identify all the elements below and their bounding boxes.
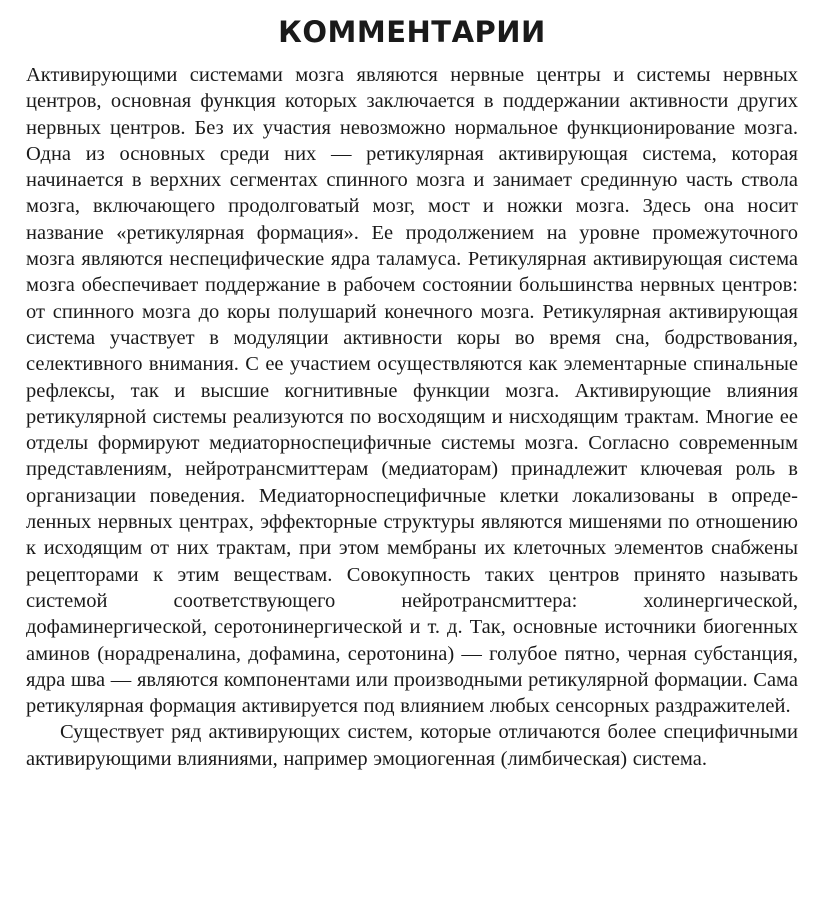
paragraph-1: Активирующими системами мозга являются нервные центры и системы нервных центров, основная функция которых заключается в поддержании активности других нервных центров. Без их участия невозможно нормальное функционирование мозга. Одна из основных среди них — ретикулярная активирующая система, которая начинается в верхних сегментах спинного мозга и занимает срединную часть ствола мозга, включающего продолговатый мозг, мост и ножки мозга. Здесь она носит название «ретикулярная формация». Ее продолжением на уровне промежуточного мозга являются неспецифические ядра таламуса. Ретикулярная активирующая система мозга обеспечивает поддержание в рабочем состоянии большинства нервных центров: от спинного мозга до коры полушарий конечного мозга. Ретикулярная активирующая система участвует в модуляции активности коры во время сна, бодрствования, селективного внимания. С ее участием осуществляются как элементарные спинальные рефлексы, так и высшие когнитивные функции мозга. Активирующие влияния ретикулярной системы реализуются по восходящим и нисходящим трактам. Многие ее отделы формируют медиаторноспецифичные системы мозга. Согласно современным представлениям, нейротрансмиттерам (медиаторам) принадлежит ключевая роль в организации поведения. Медиаторноспецифичные клетки локализованы в определенных нервных центрах, эффекторные структуры являются мишенями по отношению к исходящим от них трактам, при этом мембраны их клеточных элементов снабжены рецепторами к этим веществам. Совокупность таких центров принято называть системой соответствующего нейротрансмиттера: холинергической, дофаминергической, серотонинергической и т. д. Так, основные источники биогенных аминов (норадреналина, дофамина, серотонина) — голубое пятно, черная субстанция, ядра шва — являются компонентами или производными ретикулярной формации. Сама ретикулярная формация активируется под влиянием любых сенсорных раздражителей.	[26, 64, 798, 718]
paragraph-2: Существует ряд активирующих систем, которые отличаются более специфичными активирующими влияниями, например эмоциогенная (лимбическая) система.	[26, 721, 798, 770]
page-title: КОММЕНТАРИИ	[278, 15, 546, 49]
